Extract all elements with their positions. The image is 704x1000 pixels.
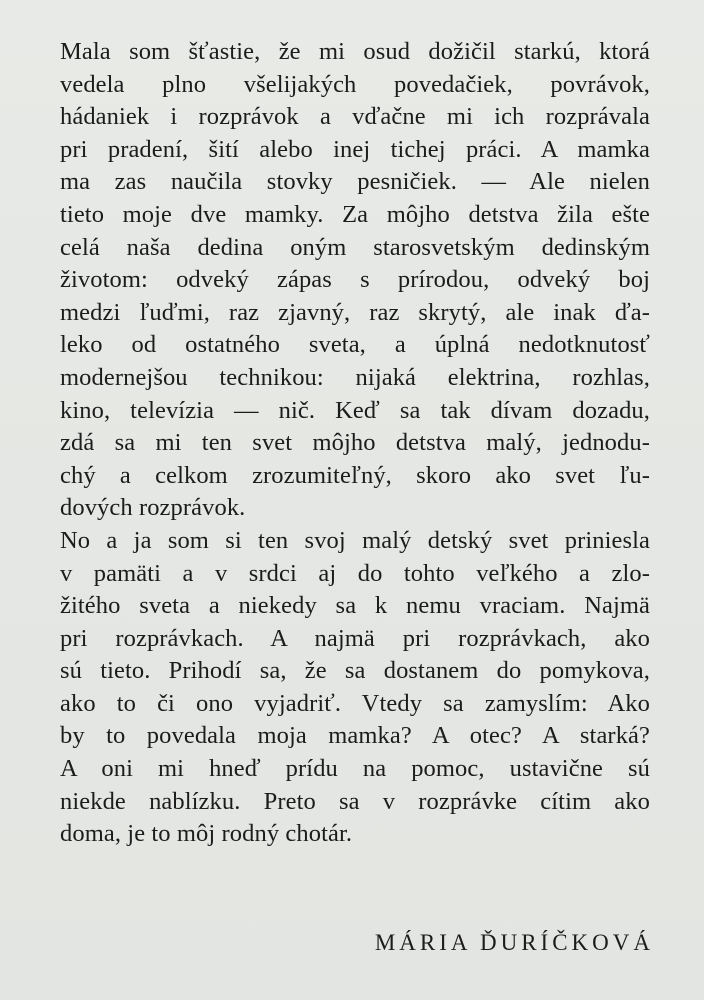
text-line: celá naša dedina oným starosvetským dedinským — [60, 233, 650, 261]
text-line: vedela plno všelijakých povedačiek, povrávok, — [60, 70, 650, 98]
text-line: chý a celkom zrozumiteľný, skoro ako svet ľu- — [60, 461, 650, 489]
paragraph-end-line: doma, je to môj rodný chotár. — [60, 820, 353, 848]
text-line: niekde nablízku. Preto sa v rozprávke cítim ako — [60, 787, 650, 815]
text-line: v pamäti a v srdci aj do tohto veľkého a zlo- — [60, 559, 650, 587]
text-line: pri pradení, šití alebo inej tichej práci. A mamka — [60, 135, 650, 163]
text-line: žitého sveta a niekedy sa k nemu vraciam. Najmä — [60, 592, 650, 620]
text-line: zdá sa mi ten svet môjho detstva malý, jednodu- — [60, 429, 650, 457]
text-line: pri rozprávkach. A najmä pri rozprávkach, ako — [60, 624, 650, 652]
text-line: ako to či ono vyjadriť. Vtedy sa zamyslím: Ako — [60, 689, 650, 717]
paragraph-end-line: dových rozprávok. — [60, 494, 246, 522]
text-line: leko od ostatného sveta, a úplná nedotknutosť — [60, 331, 650, 359]
text-line: hádaniek i rozprávok a vďačne mi ich rozprávala — [60, 103, 650, 131]
text-line: A oni mi hneď prídu na pomoc, ustavične sú — [60, 755, 650, 783]
body-text — [60, 36, 650, 851]
text-line: tieto moje dve mamky. Za môjho detstva žila ešte — [60, 200, 650, 228]
text-line: Mala som šťastie, že mi osud dožičil starkú, ktorá — [60, 38, 650, 65]
text-line: kino, televízia — nič. Keď sa tak dívam dozadu, — [60, 396, 650, 424]
text-line: ma zas naučila stovky pesničiek. — Ale nielen — [60, 168, 650, 196]
text-line: modernejšou technikou: nijaká elektrina, rozhlas, — [60, 363, 650, 391]
text-line: by to povedala moja mamka? A otec? A starká? — [60, 722, 650, 750]
text-line: No a ja som si ten svoj malý detský svet priniesla — [60, 526, 650, 554]
text-line: životom: odveký zápas s prírodou, odveký boj — [60, 266, 650, 294]
text-line: medzi ľuďmi, raz zjavný, raz skrytý, ale inak ďa- — [60, 298, 650, 326]
text-line: sú tieto. Prihodí sa, že sa dostanem do pomykova, — [60, 657, 650, 685]
author-signature: MÁRIA ĎURÍČKOVÁ — [374, 930, 654, 955]
